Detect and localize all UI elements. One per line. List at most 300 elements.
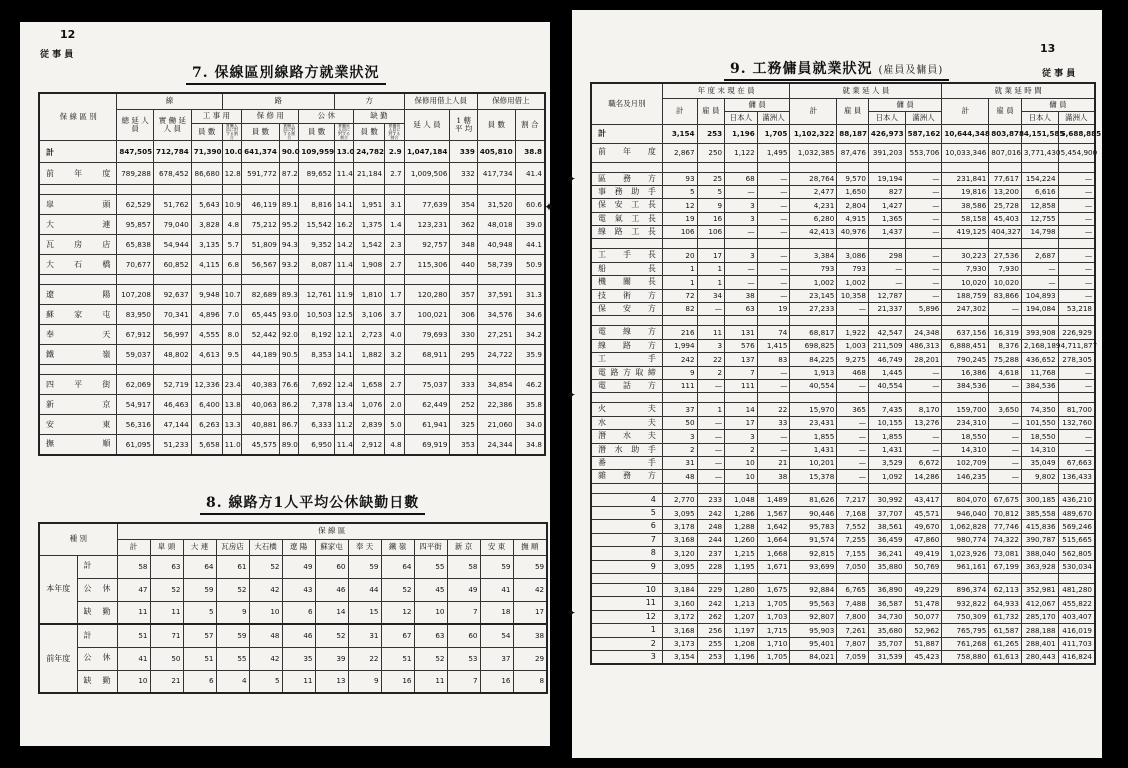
- table-cell: 86.2: [279, 395, 298, 415]
- table-cell: 92,884: [790, 584, 837, 597]
- header-borrow: 保修用借上人員: [404, 93, 477, 109]
- table-row: [39, 578, 547, 601]
- table-cell: 980,774: [942, 533, 989, 546]
- table-cell: 68,817: [790, 326, 837, 339]
- table-cell: 3: [697, 339, 725, 352]
- table-cell: 47: [117, 578, 150, 601]
- table-cell: 84,021: [790, 651, 837, 664]
- sub-label: 計: [77, 624, 117, 647]
- spacer-cell: [1058, 162, 1095, 172]
- table-cell: 45,403: [989, 212, 1022, 225]
- table-cell: 2,687: [1021, 249, 1058, 262]
- spacer-cell: [725, 239, 758, 249]
- table-cell: 75,037: [404, 375, 450, 395]
- table-cell: —: [837, 443, 869, 456]
- table-cell: 60: [315, 555, 348, 578]
- table-cell: 288,188: [1021, 624, 1058, 637]
- table-cell: 14,798: [1021, 226, 1058, 239]
- header-repair: 保 修 用: [242, 109, 299, 123]
- table-cell: —: [1021, 276, 1058, 289]
- table-cell: 4,896: [191, 305, 222, 325]
- header-total: 總 延 人 員: [117, 109, 154, 141]
- table-cell: 330: [450, 325, 477, 345]
- table-cell: 44.1: [515, 235, 545, 255]
- table-cell: —: [905, 443, 942, 456]
- table-cell: —: [905, 226, 942, 239]
- table-cell: 1,703: [757, 610, 790, 623]
- table-cell: —: [725, 226, 758, 239]
- table-cell: 71: [150, 624, 183, 647]
- table-row: [591, 262, 1095, 275]
- table-cell: 1,705: [757, 651, 790, 664]
- table-cell: 3,828: [191, 215, 222, 235]
- table-cell: —: [905, 379, 942, 392]
- table-cell: 1,567: [757, 507, 790, 520]
- table-cell: 765,795: [942, 624, 989, 637]
- table-cell: 3,168: [662, 624, 697, 637]
- table-cell: 101,550: [1021, 416, 1058, 429]
- spacer-cell: [868, 239, 905, 249]
- table-cell: 1,122: [725, 143, 758, 162]
- table-row: [591, 212, 1095, 225]
- table-cell: 20: [662, 249, 697, 262]
- spacer-cell: [1021, 393, 1058, 403]
- spacer-cell: [942, 574, 989, 584]
- spacer-cell: [662, 483, 697, 493]
- table-row: [591, 651, 1095, 664]
- table-cell: 1,102,322: [790, 124, 837, 143]
- table-cell: 51,809: [242, 235, 280, 255]
- table-cell: 52: [150, 578, 183, 601]
- table-row: [591, 172, 1095, 185]
- district-header: 瓦房店: [216, 539, 249, 555]
- table-cell: 87.2: [279, 163, 298, 185]
- header-actual: 實 働 延 人 員: [153, 109, 191, 141]
- table-cell: 94.3: [279, 235, 298, 255]
- district-header: 皐 頭: [150, 539, 183, 555]
- table-cell: 216: [662, 326, 697, 339]
- table-cell: 55: [216, 647, 249, 670]
- table-cell: 35,680: [868, 624, 905, 637]
- table7: [38, 92, 546, 456]
- table-cell: 31,539: [868, 651, 905, 664]
- table-cell: 92,807: [790, 610, 837, 623]
- table-cell: 3,172: [662, 610, 697, 623]
- table-cell: 13.8: [222, 395, 241, 415]
- table7-title: 7. 保線區別線路方就業狀況: [186, 62, 386, 85]
- table-cell: —: [989, 443, 1022, 456]
- corner-label: 従 事 員: [1042, 69, 1076, 79]
- spacer-cell: [662, 574, 697, 584]
- table-cell: 11: [282, 670, 315, 693]
- table-cell: 1,671: [757, 560, 790, 573]
- table-cell: 7,930: [942, 262, 989, 275]
- spacer-cell: [989, 483, 1022, 493]
- table-cell: 436,652: [1021, 353, 1058, 366]
- table-row: [39, 305, 545, 325]
- table-cell: 5: [183, 601, 216, 624]
- table-cell: 242: [662, 353, 697, 366]
- table-cell: 7,378: [299, 395, 334, 415]
- table-cell: 3: [725, 199, 758, 212]
- table-cell: 36,241: [868, 547, 905, 560]
- table-cell: 25,728: [989, 199, 1022, 212]
- table-cell: —: [697, 456, 725, 469]
- table-cell: —: [757, 289, 790, 302]
- table-cell: 15: [348, 601, 381, 624]
- table-cell: 10: [414, 601, 447, 624]
- table-cell: 3,529: [868, 456, 905, 469]
- table-cell: 7: [447, 601, 480, 624]
- table-cell: 16,319: [989, 326, 1022, 339]
- table-cell: 95,903: [790, 624, 837, 637]
- table-cell: 131: [725, 326, 758, 339]
- table-cell: 1,951: [354, 195, 385, 215]
- spacer-cell: [450, 365, 477, 375]
- table-cell: 1,207: [725, 610, 758, 623]
- table-cell: 1,668: [757, 547, 790, 560]
- table9: [590, 82, 1102, 665]
- table-cell: 22: [348, 647, 381, 670]
- binding-mark: ✦: [566, 606, 577, 620]
- table-cell: 79,040: [153, 215, 191, 235]
- table-cell: 45: [414, 578, 447, 601]
- table-cell: 1,913: [790, 366, 837, 379]
- row-label: 潛 水 夫: [591, 430, 662, 443]
- table-cell: 804,070: [942, 493, 989, 506]
- table-cell: 52: [315, 624, 348, 647]
- table-cell: 35.8: [515, 395, 545, 415]
- spacer-cell: [39, 365, 117, 375]
- table-cell: 67: [381, 624, 414, 647]
- table-cell: 83: [757, 353, 790, 366]
- table-cell: 52: [249, 555, 282, 578]
- table-cell: 790,245: [942, 353, 989, 366]
- table-cell: —: [1058, 249, 1095, 262]
- spacer-row: [591, 483, 1095, 493]
- table-cell: 48: [249, 624, 282, 647]
- spacer-cell: [905, 239, 942, 249]
- table-cell: 3: [725, 430, 758, 443]
- header-japanese-3: 日本人: [1021, 111, 1058, 124]
- table-cell: 10: [249, 601, 282, 624]
- table-cell: 226,929: [1058, 326, 1095, 339]
- table-cell: 38: [725, 289, 758, 302]
- table-cell: 229: [697, 584, 725, 597]
- group-label: 前年度: [39, 624, 77, 693]
- table-cell: 253: [697, 124, 725, 143]
- table-row: [591, 366, 1095, 379]
- table-cell: 436,210: [1058, 493, 1095, 506]
- spacer-cell: [334, 275, 353, 285]
- table-cell: 6,616: [1021, 185, 1058, 198]
- table-cell: 332: [450, 163, 477, 185]
- table-row: [591, 584, 1095, 597]
- spacer-cell: [1021, 162, 1058, 172]
- table-cell: 35,880: [868, 560, 905, 573]
- table-cell: 23,145: [790, 289, 837, 302]
- table-cell: 416,019: [1058, 624, 1095, 637]
- table-cell: 67,675: [989, 493, 1022, 506]
- table-cell: 248: [697, 520, 725, 533]
- table-cell: —: [1058, 172, 1095, 185]
- spacer-cell: [905, 316, 942, 326]
- table-cell: 50,077: [905, 610, 942, 623]
- table-cell: 12,787: [868, 289, 905, 302]
- row-label: 四 平 街: [39, 375, 117, 395]
- table-cell: 15,542: [299, 215, 334, 235]
- spacer-cell: [299, 275, 334, 285]
- table-cell: 34.6: [515, 305, 545, 325]
- table-cell: 1,260: [725, 533, 758, 546]
- table-cell: 1,705: [757, 597, 790, 610]
- row-label: 工 手 長: [591, 249, 662, 262]
- spacer-cell: [1058, 316, 1095, 326]
- table-cell: 27,251: [477, 325, 515, 345]
- table-cell: 384,536: [942, 379, 989, 392]
- spacer-cell: [757, 574, 790, 584]
- table-cell: 95,857: [117, 215, 154, 235]
- spacer-row: [591, 393, 1095, 403]
- spacer-cell: [385, 275, 404, 285]
- table-cell: 7,217: [837, 493, 869, 506]
- district-header: 撫 順: [513, 539, 547, 555]
- table-cell: 3,095: [662, 507, 697, 520]
- header-group-2: 就 業 延 人 員: [790, 83, 942, 98]
- district-header: 大石橋: [249, 539, 282, 555]
- table-cell: 10,020: [989, 276, 1022, 289]
- row-label: 7: [591, 533, 662, 546]
- row-label: 保 安 工 長: [591, 199, 662, 212]
- table-cell: 1,922: [837, 326, 869, 339]
- table-cell: 93.2: [279, 255, 298, 275]
- table-cell: 74: [757, 326, 790, 339]
- header-avg: 1 轄 平 均: [450, 109, 477, 141]
- spacer-cell: [153, 365, 191, 375]
- spacer-cell: [942, 393, 989, 403]
- table-cell: 30,992: [868, 493, 905, 506]
- table-row: [591, 339, 1095, 352]
- header-staff-3: 員 數: [299, 123, 334, 141]
- spacer-cell: [725, 483, 758, 493]
- table-cell: 89.1: [279, 195, 298, 215]
- spacer-cell: [989, 239, 1022, 249]
- table-cell: 12,858: [1021, 199, 1058, 212]
- header-group-1: 年 度 末 現 在 員: [662, 83, 790, 98]
- table-cell: 2.3: [385, 235, 404, 255]
- table-cell: 793: [837, 262, 869, 275]
- table-cell: 19: [757, 303, 790, 316]
- table-cell: 28,764: [790, 172, 837, 185]
- table-cell: 3,086: [837, 249, 869, 262]
- table-cell: 188,759: [942, 289, 989, 302]
- table-cell: 761,268: [942, 637, 989, 650]
- table-cell: 1,650: [837, 185, 869, 198]
- header-japanese: 日本人: [725, 111, 758, 124]
- table-cell: 92,757: [404, 235, 450, 255]
- table-row: [591, 637, 1095, 650]
- table-cell: 6,672: [905, 456, 942, 469]
- table-cell: 18: [480, 601, 513, 624]
- sub-label: 缺 勤: [77, 601, 117, 624]
- table-cell: 44: [348, 578, 381, 601]
- table-cell: —: [697, 430, 725, 443]
- table-cell: 36,459: [868, 533, 905, 546]
- table-row: [591, 610, 1095, 623]
- row-label: 計: [591, 124, 662, 143]
- table-cell: —: [1058, 262, 1095, 275]
- table-cell: 68,911: [404, 345, 450, 365]
- row-label: 大 石 橋: [39, 255, 117, 275]
- table-cell: 1,062,828: [942, 520, 989, 533]
- table-cell: 45,575: [242, 435, 280, 455]
- table-cell: 3,106: [354, 305, 385, 325]
- table-cell: 31.3: [515, 285, 545, 305]
- table-cell: 231,841: [942, 172, 989, 185]
- table-cell: 30,223: [942, 249, 989, 262]
- table-cell: 14.1: [334, 345, 353, 365]
- table-cell: 4.8: [222, 215, 241, 235]
- table-cell: 92,815: [790, 547, 837, 560]
- table-cell: 38,586: [942, 199, 989, 212]
- table-cell: 18,550: [942, 430, 989, 443]
- table-cell: 43,417: [905, 493, 942, 506]
- table-cell: 1: [662, 276, 697, 289]
- table-cell: 14,310: [942, 443, 989, 456]
- table-cell: 1,427: [868, 199, 905, 212]
- table-cell: —: [989, 379, 1022, 392]
- table-cell: 569,246: [1058, 520, 1095, 533]
- table8: [38, 522, 548, 694]
- spacer-cell: [868, 393, 905, 403]
- table-cell: 946,040: [942, 507, 989, 520]
- table-cell: 253: [697, 651, 725, 664]
- table-cell: 13.0: [334, 141, 353, 163]
- table-cell: 53,218: [1058, 303, 1095, 316]
- table-cell: 255: [697, 637, 725, 650]
- table-cell: 95,563: [790, 597, 837, 610]
- table-cell: 40,881: [242, 415, 280, 435]
- table-row: [39, 555, 547, 578]
- table-cell: 8,192: [299, 325, 334, 345]
- table-cell: 67,663: [1058, 456, 1095, 469]
- row-label: 鐵 嶺: [39, 345, 117, 365]
- row-label: 新 京: [39, 395, 117, 415]
- table-cell: 7,435: [868, 403, 905, 416]
- table-cell: 41: [480, 578, 513, 601]
- table-cell: 77,617: [989, 172, 1022, 185]
- table-cell: 242: [697, 597, 725, 610]
- table-cell: 52,719: [153, 375, 191, 395]
- table-cell: 95,783: [790, 520, 837, 533]
- spacer-cell: [942, 316, 989, 326]
- header-clerk-2: 雇 員: [837, 98, 869, 124]
- table-cell: 77,746: [989, 520, 1022, 533]
- table-cell: 17: [697, 249, 725, 262]
- header-work: 工 事 用: [191, 109, 241, 123]
- table-cell: 362: [450, 215, 477, 235]
- table-cell: 1,365: [868, 212, 905, 225]
- row-label: 8: [591, 547, 662, 560]
- table-cell: 69,919: [404, 435, 450, 455]
- table-row: [591, 624, 1095, 637]
- table-cell: 9,570: [837, 172, 869, 185]
- table-cell: 2,723: [354, 325, 385, 345]
- table-row: [591, 403, 1095, 416]
- table-row: [39, 141, 545, 163]
- spacer-cell: [591, 239, 662, 249]
- table-cell: 1,705: [757, 124, 790, 143]
- table-cell: 1,715: [757, 624, 790, 637]
- table-cell: 137: [725, 353, 758, 366]
- table-cell: 92.0: [279, 325, 298, 345]
- table-cell: 306: [450, 305, 477, 325]
- spacer-cell: [989, 162, 1022, 172]
- table-cell: 40,554: [868, 379, 905, 392]
- table-cell: 5,688,885: [1058, 124, 1095, 143]
- table-cell: 89.0: [279, 435, 298, 455]
- table-cell: 88,187: [837, 124, 869, 143]
- table-row: [39, 395, 545, 415]
- spacer-cell: [790, 574, 837, 584]
- table-cell: 159,700: [942, 403, 989, 416]
- table-cell: 55: [414, 555, 447, 578]
- corner-label: 従 事 員: [40, 50, 74, 60]
- table-cell: 385,558: [1021, 507, 1058, 520]
- table-cell: —: [757, 172, 790, 185]
- table-cell: 1,664: [757, 533, 790, 546]
- table-row: [39, 285, 545, 305]
- table-cell: 16: [381, 670, 414, 693]
- table-cell: 50.9: [515, 255, 545, 275]
- spacer-cell: [905, 574, 942, 584]
- spacer-row: [591, 574, 1095, 584]
- table-cell: 42: [513, 578, 547, 601]
- table-cell: 352,981: [1021, 584, 1058, 597]
- table-cell: 6,950: [299, 435, 334, 455]
- table-cell: 2,867: [662, 143, 697, 162]
- table-cell: 51,233: [153, 435, 191, 455]
- table-cell: 5: [697, 185, 725, 198]
- table-cell: 250: [697, 143, 725, 162]
- spacer-cell: [299, 365, 334, 375]
- table-cell: 2: [662, 443, 697, 456]
- spacer-cell: [1021, 483, 1058, 493]
- table-cell: 1,002: [837, 276, 869, 289]
- sub-label: 缺 勤: [77, 670, 117, 693]
- table-cell: 35,707: [868, 637, 905, 650]
- spacer-cell: [404, 185, 450, 195]
- row-label: 技 術 方: [591, 289, 662, 302]
- table-cell: 61,941: [404, 415, 450, 435]
- district-header: 遼 陽: [282, 539, 315, 555]
- table-cell: 34,854: [477, 375, 515, 395]
- spacer-cell: [385, 185, 404, 195]
- spacer-cell: [837, 393, 869, 403]
- table-cell: —: [905, 185, 942, 198]
- table-cell: —: [1058, 276, 1095, 289]
- table-cell: 82,689: [242, 285, 280, 305]
- table-cell: 72: [662, 289, 697, 302]
- table-cell: 426,973: [868, 124, 905, 143]
- table-cell: 233: [697, 493, 725, 506]
- table-cell: 7,261: [837, 624, 869, 637]
- table-cell: —: [757, 212, 790, 225]
- table-cell: 67,199: [989, 560, 1022, 573]
- table-cell: 8: [513, 670, 547, 693]
- table-cell: 10,201: [790, 456, 837, 469]
- table-cell: 10,020: [942, 276, 989, 289]
